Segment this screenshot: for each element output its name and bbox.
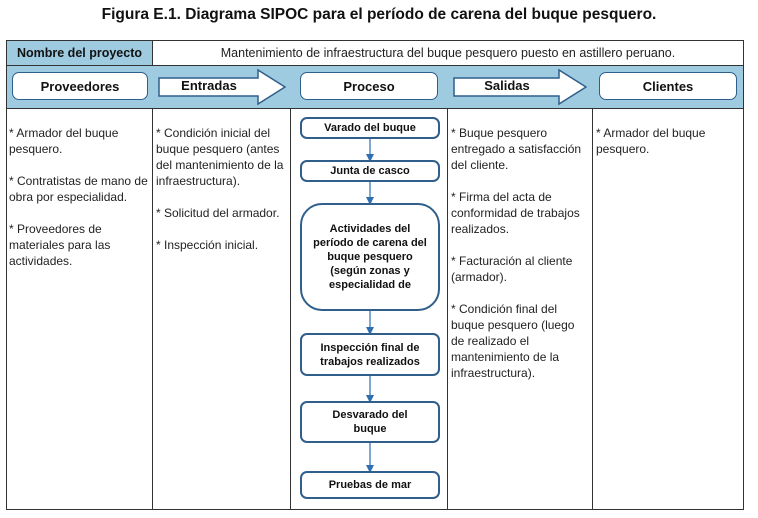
process-step-junta-casco: Junta de casco	[300, 160, 440, 182]
process-step-pruebas-mar: Pruebas de mar	[300, 471, 440, 499]
input-item: * Condición inicial del buque pesquero (antes del mantenimiento de la infraestructura).	[156, 126, 284, 188]
project-name-value: Mantenimiento de infraestructura del buque pesquero puesto en astillero peruano.	[220, 46, 676, 60]
customer-item: * Armador del buque pesquero.	[596, 126, 706, 156]
supplier-item: * Proveedores de materiales para las actividades.	[9, 222, 111, 268]
output-item: * Firma del acta de conformidad de trabajos realizados.	[451, 190, 580, 236]
header-suppliers: Proveedores	[12, 72, 148, 100]
header-process: Proceso	[300, 72, 438, 100]
process-step-varado: Varado del buque	[300, 117, 440, 139]
project-name-label: Nombre del proyecto	[7, 41, 152, 65]
header-inputs: Entradas	[181, 78, 237, 93]
input-item: * Solicitud del armador.	[156, 206, 280, 220]
header-outputs: Salidas	[484, 78, 530, 93]
supplier-item: * Contratistas de mano de obra por especialidad.	[9, 174, 148, 204]
header-customers: Clientes	[599, 72, 737, 100]
output-item: * Buque pesquero entregado a satisfacción del cliente.	[451, 126, 582, 172]
process-step-desvarado: Desvarado del buque	[300, 401, 440, 443]
process-step-actividades-carena: Actividades del período de carena del buque pesquero (según zonas y especialidad de	[300, 203, 440, 311]
output-item: * Condición final del buque pesquero (luego de realizado el mantenimiento de la infraestructura).	[451, 302, 575, 380]
output-item: * Facturación al cliente (armador).	[451, 254, 573, 284]
figure-title: Figura E.1. Diagrama SIPOC para el período de carena del buque pesquero.	[101, 6, 657, 23]
input-item: * Inspección inicial.	[156, 238, 259, 252]
supplier-item: * Armador del buque pesquero.	[9, 126, 119, 156]
process-step-inspeccion-final: Inspección final de trabajos realizados	[300, 333, 440, 376]
